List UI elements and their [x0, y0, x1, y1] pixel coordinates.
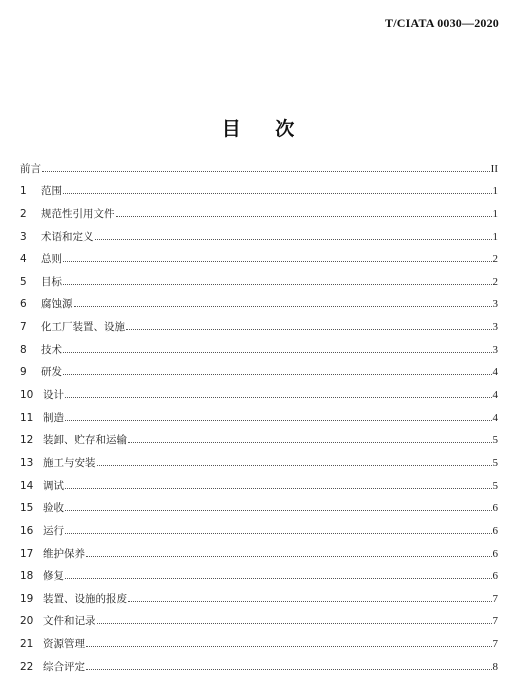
- toc-leader-dots: [86, 669, 492, 670]
- toc-entry-number: 4: [20, 253, 27, 266]
- toc-entry-page: 5: [492, 456, 498, 469]
- toc-entry-number: 16: [20, 524, 34, 537]
- toc-leader-dots: [65, 488, 492, 489]
- toc-entry-page: 7: [492, 615, 498, 628]
- toc-entry-number: 10: [20, 389, 34, 402]
- toc-entry-text: 技术: [41, 343, 62, 356]
- toc-leader-dots: [95, 239, 492, 240]
- toc-entry-page: 2: [492, 275, 498, 288]
- toc-leader-dots: [86, 556, 492, 557]
- toc-entry-text: 验收: [43, 502, 64, 515]
- toc-entry-page: 6: [492, 570, 498, 583]
- toc-entry-text: 目标: [41, 275, 62, 288]
- toc-entry-page: 5: [492, 434, 498, 447]
- toc-entry-9[interactable]: [20, 356, 498, 379]
- toc-leader-dots: [97, 465, 492, 466]
- toc-entry-15[interactable]: [20, 492, 498, 515]
- toc-entry-number: 17: [20, 547, 34, 560]
- toc-entry-page: 4: [492, 389, 498, 402]
- toc-leader-dots: [65, 420, 492, 421]
- toc-entry-text: 装卸、贮存和运输: [43, 434, 127, 447]
- toc-leader-dots: [63, 193, 492, 194]
- toc-entry-16[interactable]: [20, 514, 498, 537]
- toc-entry-number: 14: [20, 479, 34, 492]
- toc-entry-7[interactable]: [20, 310, 498, 333]
- toc-entry-number: 11: [20, 411, 34, 424]
- toc-entry-11[interactable]: [20, 401, 498, 424]
- toc-entry-page: 5: [492, 479, 498, 492]
- toc-entry-20[interactable]: [20, 605, 498, 628]
- toc-entry-number: 15: [20, 502, 34, 515]
- toc-entry-text: 施工与安装: [43, 456, 96, 469]
- toc-entry-text: 文件和记录: [43, 615, 96, 628]
- toc-entry-page: 3: [492, 321, 498, 334]
- toc-entry-text: 维护保养: [43, 547, 85, 560]
- document-number: T/CIATA 0030—2020: [385, 16, 499, 30]
- toc-entry-number: 22: [20, 660, 34, 673]
- toc-entry-page: 3: [492, 343, 498, 356]
- toc-entry-number: 7: [20, 321, 27, 334]
- toc-entry-number: 9: [20, 366, 27, 379]
- toc-leader-dots: [63, 352, 492, 353]
- toc-leader-dots: [128, 442, 492, 443]
- toc-entry-text: 资源管理: [43, 638, 85, 651]
- toc-entry-number: 21: [20, 638, 34, 651]
- toc-entry-text: 设计: [43, 389, 64, 402]
- toc-leader-dots: [63, 261, 492, 262]
- toc-entry-1[interactable]: [20, 175, 498, 198]
- toc-entry-page: 1: [492, 207, 498, 220]
- toc-entry-page: II: [490, 162, 498, 175]
- toc-entry-page: 6: [492, 502, 498, 515]
- toc-entry-17[interactable]: [20, 537, 498, 560]
- toc-leader-dots: [65, 578, 492, 579]
- toc-entry-21[interactable]: [20, 627, 498, 650]
- toc-leader-dots: [128, 601, 492, 602]
- toc-entry-page: 7: [492, 592, 498, 605]
- toc-entry-foreword[interactable]: [20, 152, 498, 175]
- toc-entry-10[interactable]: [20, 378, 498, 401]
- toc-entry-text: 术语和定义: [41, 230, 94, 243]
- toc-entry-12[interactable]: [20, 424, 498, 447]
- toc-entry-number: 2: [20, 207, 27, 220]
- toc-entry-number: 6: [20, 298, 27, 311]
- toc-entry-8[interactable]: [20, 333, 498, 356]
- toc-entry-page: 6: [492, 524, 498, 537]
- table-of-contents: [20, 152, 498, 673]
- toc-leader-dots: [65, 533, 492, 534]
- toc-entry-5[interactable]: [20, 265, 498, 288]
- toc-entry-text: 腐蚀源: [41, 298, 73, 311]
- toc-leader-dots: [116, 216, 492, 217]
- toc-entry-page: 8: [492, 660, 498, 673]
- toc-title: 目 次: [221, 118, 309, 140]
- toc-entry-22[interactable]: [20, 650, 498, 673]
- toc-entry-page: 1: [492, 185, 498, 198]
- toc-leader-dots: [63, 284, 492, 285]
- toc-entry-text: 制造: [43, 411, 64, 424]
- toc-entry-19[interactable]: [20, 582, 498, 605]
- toc-entry-text: 装置、设施的报废: [43, 592, 127, 605]
- toc-leader-dots: [63, 374, 492, 375]
- toc-entry-2[interactable]: [20, 197, 498, 220]
- toc-leader-dots: [126, 329, 492, 330]
- toc-entry-14[interactable]: [20, 469, 498, 492]
- toc-leader-dots: [42, 171, 490, 172]
- toc-entry-text: 前言: [20, 162, 41, 175]
- toc-entry-number: 13: [20, 456, 34, 469]
- toc-entry-text: 调试: [43, 479, 64, 492]
- toc-entry-page: 3: [492, 298, 498, 311]
- toc-entry-text: 研发: [41, 366, 62, 379]
- toc-leader-dots: [65, 510, 492, 511]
- toc-entry-13[interactable]: [20, 446, 498, 469]
- toc-entry-page: 1: [492, 230, 498, 243]
- toc-entry-page: 6: [492, 547, 498, 560]
- toc-entry-number: 5: [20, 275, 27, 288]
- toc-entry-18[interactable]: [20, 560, 498, 583]
- toc-entry-text: 运行: [43, 524, 64, 537]
- toc-entry-page: 7: [492, 638, 498, 651]
- toc-entry-4[interactable]: [20, 243, 498, 266]
- toc-entry-page: 4: [492, 366, 498, 379]
- toc-entry-number: 20: [20, 615, 34, 628]
- toc-entry-number: 12: [20, 434, 34, 447]
- toc-entry-number: 19: [20, 592, 34, 605]
- toc-entry-text: 总则: [41, 253, 62, 266]
- toc-entry-3[interactable]: [20, 220, 498, 243]
- toc-entry-number: 1: [20, 185, 27, 198]
- toc-leader-dots: [97, 623, 492, 624]
- toc-entry-text: 修复: [43, 570, 64, 583]
- toc-entry-text: 化工厂装置、设施: [41, 321, 125, 334]
- toc-entry-number: 8: [20, 343, 27, 356]
- toc-entry-page: 2: [492, 253, 498, 266]
- toc-entry-number: 18: [20, 570, 34, 583]
- toc-entry-text: 范围: [41, 185, 62, 198]
- toc-entry-text: 综合评定: [43, 660, 85, 673]
- toc-leader-dots: [65, 397, 492, 398]
- toc-leader-dots: [74, 306, 492, 307]
- toc-entry-6[interactable]: [20, 288, 498, 311]
- toc-entry-number: 3: [20, 230, 27, 243]
- toc-entry-text: 规范性引用文件: [41, 207, 115, 220]
- toc-leader-dots: [86, 646, 492, 647]
- toc-entry-page: 4: [492, 411, 498, 424]
